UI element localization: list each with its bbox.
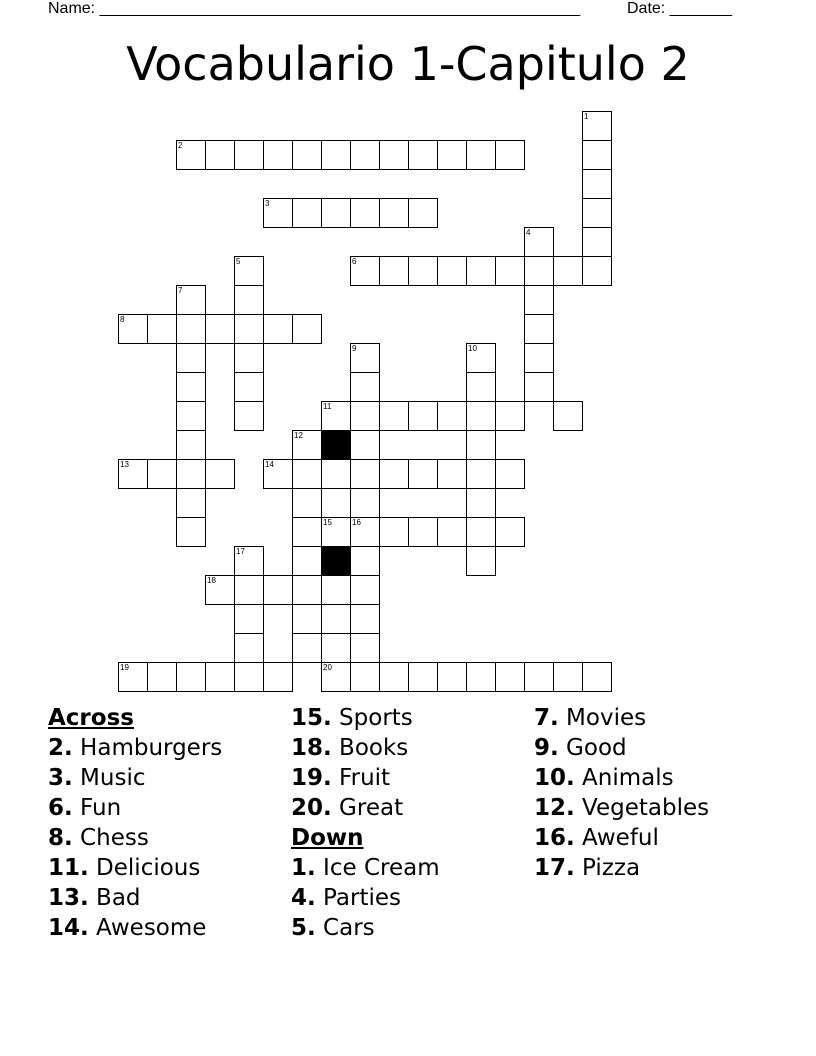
crossword-cell[interactable] (234, 343, 264, 373)
clue-text: Movies (558, 705, 647, 731)
crossword-cell[interactable] (234, 314, 264, 344)
clue-number-label: 2. (48, 735, 73, 761)
crossword-cell[interactable] (292, 633, 322, 663)
crossword-cell[interactable] (263, 314, 293, 344)
crossword-cell[interactable] (553, 401, 583, 431)
crossword-cell[interactable] (263, 575, 293, 605)
crossword-cell[interactable] (466, 488, 496, 518)
clue-text: Vegetables (574, 795, 710, 821)
crossword-cell[interactable] (466, 140, 496, 170)
clue-item (291, 913, 440, 943)
crossword-cell[interactable] (321, 488, 351, 518)
crossword-cell[interactable] (176, 430, 206, 460)
crossword-cell[interactable] (263, 198, 293, 228)
clue-number-label: 17. (534, 855, 575, 881)
crossword-cell[interactable] (321, 140, 351, 170)
crossword-cell[interactable] (350, 198, 380, 228)
clue-text: Hamburgers (72, 735, 223, 761)
crossword-cell[interactable] (292, 488, 322, 518)
crossword-cell[interactable] (582, 198, 612, 228)
clue-heading-across: Across (48, 705, 134, 731)
crossword-cell[interactable] (292, 314, 322, 344)
clue-number-label: 8. (48, 825, 73, 851)
clue-number-label: 12. (534, 795, 575, 821)
crossword-cell[interactable] (350, 140, 380, 170)
clue-column-2 (291, 703, 440, 943)
crossword-cell[interactable] (176, 401, 206, 431)
crossword-cell[interactable] (582, 227, 612, 257)
clue-text: Ice Cream (315, 855, 440, 881)
crossword-cell[interactable] (524, 372, 554, 402)
clue-number-label: 3. (48, 765, 73, 791)
crossword-cell[interactable] (350, 575, 380, 605)
clue-number-label: 15. (291, 705, 332, 731)
crossword-cell[interactable] (466, 372, 496, 402)
clue-number: 1 (584, 112, 589, 121)
crossword-cell[interactable] (234, 285, 264, 315)
crossword-cell[interactable] (437, 256, 467, 286)
crossword-cell[interactable] (205, 459, 235, 489)
crossword-cell[interactable] (379, 662, 409, 692)
clue-number-label: 11. (48, 855, 89, 881)
crossword-cell[interactable] (321, 198, 351, 228)
crossword-cell[interactable] (205, 575, 235, 605)
clue-number: 3 (265, 199, 270, 208)
crossword-cell[interactable] (176, 372, 206, 402)
clue-item (48, 913, 222, 943)
crossword-cell[interactable] (321, 517, 351, 547)
clue-number: 15 (323, 518, 332, 527)
clue-number: 16 (352, 518, 361, 527)
clue-item (534, 703, 709, 733)
clue-text: Fun (72, 795, 122, 821)
crossword-cell[interactable] (321, 401, 351, 431)
crossword-cell[interactable] (437, 401, 467, 431)
crossword-cell[interactable] (176, 343, 206, 373)
clue-item (48, 883, 222, 913)
crossword-cell[interactable] (553, 256, 583, 286)
crossword-cell[interactable] (379, 401, 409, 431)
crossword-cell[interactable] (176, 488, 206, 518)
clue-number-label: 16. (534, 825, 575, 851)
crossword-cell[interactable] (379, 140, 409, 170)
clue-number: 19 (120, 663, 129, 672)
crossword-cell[interactable] (234, 575, 264, 605)
clue-item (534, 853, 709, 883)
crossword-cell[interactable] (466, 662, 496, 692)
clue-heading-down: Down (291, 825, 364, 851)
clue-column-3 (534, 703, 709, 883)
clue-number-label: 6. (48, 795, 73, 821)
clue-number: 14 (265, 460, 274, 469)
clue-text: Books (331, 735, 409, 761)
crossword-cell[interactable] (350, 662, 380, 692)
crossword-cell[interactable] (176, 662, 206, 692)
crossword-black-cell (321, 546, 351, 576)
clue-column-1 (48, 703, 222, 943)
clue-item (48, 823, 222, 853)
clue-number: 12 (294, 431, 303, 440)
date-line: Date: _______ (627, 0, 732, 17)
crossword-cell[interactable] (350, 372, 380, 402)
clue-number: 10 (468, 344, 477, 353)
clue-item (534, 763, 709, 793)
clue-text: Cars (315, 915, 375, 941)
crossword-cell[interactable] (524, 256, 554, 286)
crossword-cell[interactable] (321, 459, 351, 489)
clue-text: Pizza (574, 855, 641, 881)
crossword-cell[interactable] (234, 662, 264, 692)
name-line: Name: ______________________________________________________ (48, 0, 581, 17)
crossword-cell[interactable] (437, 140, 467, 170)
crossword-cell[interactable] (466, 517, 496, 547)
crossword-cell[interactable] (321, 662, 351, 692)
clue-text: Great (331, 795, 404, 821)
crossword-cell[interactable] (147, 662, 177, 692)
crossword-cell[interactable] (408, 517, 438, 547)
crossword-cell[interactable] (408, 198, 438, 228)
crossword-cell[interactable] (176, 140, 206, 170)
clue-number-label: 20. (291, 795, 332, 821)
crossword-cell[interactable] (263, 662, 293, 692)
crossword-cell[interactable] (466, 459, 496, 489)
crossword-cell[interactable] (205, 662, 235, 692)
crossword-cell[interactable] (582, 662, 612, 692)
crossword-cell[interactable] (118, 459, 148, 489)
crossword-cell[interactable] (466, 430, 496, 460)
crossword-cell[interactable] (234, 140, 264, 170)
crossword-cell[interactable] (350, 343, 380, 373)
clue-text: Chess (72, 825, 149, 851)
crossword-cell[interactable] (408, 459, 438, 489)
clue-number: 11 (323, 402, 332, 411)
crossword-cell[interactable] (437, 662, 467, 692)
page-title: Vocabulario 1-Capitulo 2 (126, 37, 690, 91)
crossword-cell[interactable] (205, 140, 235, 170)
clue-number-label: 10. (534, 765, 575, 791)
clue-text: Delicious (88, 855, 201, 881)
crossword-cell[interactable] (118, 314, 148, 344)
clue-number: 20 (323, 663, 332, 672)
crossword-cell[interactable] (234, 256, 264, 286)
clue-item (48, 853, 222, 883)
clue-item (291, 793, 440, 823)
crossword-cell[interactable] (292, 198, 322, 228)
crossword-cell[interactable] (321, 633, 351, 663)
clue-number: 18 (207, 576, 216, 585)
crossword-cell[interactable] (408, 401, 438, 431)
crossword-cell[interactable] (350, 546, 380, 576)
crossword-cell[interactable] (234, 372, 264, 402)
crossword-cell[interactable] (176, 285, 206, 315)
clue-item (48, 763, 222, 793)
crossword-cell[interactable] (524, 314, 554, 344)
clue-number: 13 (120, 460, 129, 469)
clue-text: Aweful (574, 825, 659, 851)
clue-text: Good (558, 735, 627, 761)
crossword-cell[interactable] (350, 256, 380, 286)
clue-item (291, 763, 440, 793)
crossword-cell[interactable] (292, 430, 322, 460)
clue-item (291, 883, 440, 913)
crossword-cell[interactable] (350, 459, 380, 489)
crossword-cell[interactable] (495, 140, 525, 170)
clue-text: Music (72, 765, 146, 791)
crossword-cell[interactable] (524, 662, 554, 692)
clue-number: 5 (236, 257, 241, 266)
crossword-cell[interactable] (321, 604, 351, 634)
crossword-cell[interactable] (408, 140, 438, 170)
clue-number-label: 19. (291, 765, 332, 791)
crossword-cell[interactable] (495, 256, 525, 286)
clue-number-label: 18. (291, 735, 332, 761)
crossword-cell[interactable] (176, 517, 206, 547)
crossword-cell[interactable] (466, 343, 496, 373)
clue-number: 7 (178, 286, 183, 295)
crossword-cell[interactable] (350, 633, 380, 663)
clue-number-label: 13. (48, 885, 89, 911)
crossword-cell[interactable] (379, 198, 409, 228)
clue-number-label: 1. (291, 855, 316, 881)
crossword-cell[interactable] (582, 111, 612, 141)
clue-text: Awesome (88, 915, 207, 941)
clue-item (534, 823, 709, 853)
crossword-cell[interactable] (205, 314, 235, 344)
crossword-cell[interactable] (524, 285, 554, 315)
crossword-black-cell (321, 430, 351, 460)
crossword-cell[interactable] (147, 314, 177, 344)
clue-number-label: 5. (291, 915, 316, 941)
crossword-cell[interactable] (292, 140, 322, 170)
clue-number-label: 4. (291, 885, 316, 911)
crossword-cell[interactable] (582, 140, 612, 170)
crossword-cell[interactable] (350, 517, 380, 547)
clue-number: 17 (236, 547, 245, 556)
crossword-cell[interactable] (350, 488, 380, 518)
crossword-cell[interactable] (408, 662, 438, 692)
clue-number-label: 7. (534, 705, 559, 731)
crossword-cell[interactable] (263, 459, 293, 489)
crossword-cell[interactable] (350, 430, 380, 460)
crossword-cell[interactable] (553, 662, 583, 692)
crossword-cell[interactable] (379, 459, 409, 489)
crossword-cell[interactable] (524, 227, 554, 257)
crossword-cell[interactable] (408, 256, 438, 286)
crossword-cell[interactable] (292, 575, 322, 605)
crossword-cell[interactable] (379, 256, 409, 286)
clue-number: 9 (352, 344, 357, 353)
crossword-cell[interactable] (350, 604, 380, 634)
clue-item (291, 733, 440, 763)
crossword-cell[interactable] (582, 256, 612, 286)
clue-text: Fruit (331, 765, 391, 791)
clue-text: Parties (315, 885, 401, 911)
crossword-cell[interactable] (437, 517, 467, 547)
clue-item (534, 733, 709, 763)
crossword-cell[interactable] (292, 517, 322, 547)
crossword-cell[interactable] (147, 459, 177, 489)
crossword-cell[interactable] (582, 169, 612, 199)
clue-number: 2 (178, 141, 183, 150)
clue-item (48, 733, 222, 763)
clue-text: Bad (88, 885, 141, 911)
crossword-cell[interactable] (234, 401, 264, 431)
crossword-cell[interactable] (234, 633, 264, 663)
crossword-cell[interactable] (292, 546, 322, 576)
clue-text: Animals (574, 765, 674, 791)
clue-item (291, 703, 440, 733)
crossword-cell[interactable] (524, 343, 554, 373)
crossword-cell[interactable] (263, 140, 293, 170)
crossword-cell[interactable] (379, 517, 409, 547)
clue-number: 8 (120, 315, 125, 324)
crossword-cell[interactable] (234, 604, 264, 634)
clue-item (534, 793, 709, 823)
crossword-cell[interactable] (466, 546, 496, 576)
clue-number-label: 9. (534, 735, 559, 761)
clue-number: 6 (352, 257, 357, 266)
clue-text: Sports (331, 705, 413, 731)
crossword-cell[interactable] (437, 459, 467, 489)
crossword-cell[interactable] (176, 314, 206, 344)
crossword-cell[interactable] (118, 662, 148, 692)
crossword-cell[interactable] (466, 256, 496, 286)
clue-number: 4 (526, 228, 531, 237)
crossword-cell[interactable] (495, 459, 525, 489)
crossword-cell[interactable] (292, 604, 322, 634)
crossword-cell[interactable] (495, 401, 525, 431)
clue-item (48, 793, 222, 823)
crossword-cell[interactable] (495, 662, 525, 692)
crossword-cell[interactable] (495, 517, 525, 547)
clue-item (291, 853, 440, 883)
crossword-cell[interactable] (234, 546, 264, 576)
crossword-cell[interactable] (321, 575, 351, 605)
crossword-cell[interactable] (292, 459, 322, 489)
crossword-cell[interactable] (176, 459, 206, 489)
clue-number-label: 14. (48, 915, 89, 941)
